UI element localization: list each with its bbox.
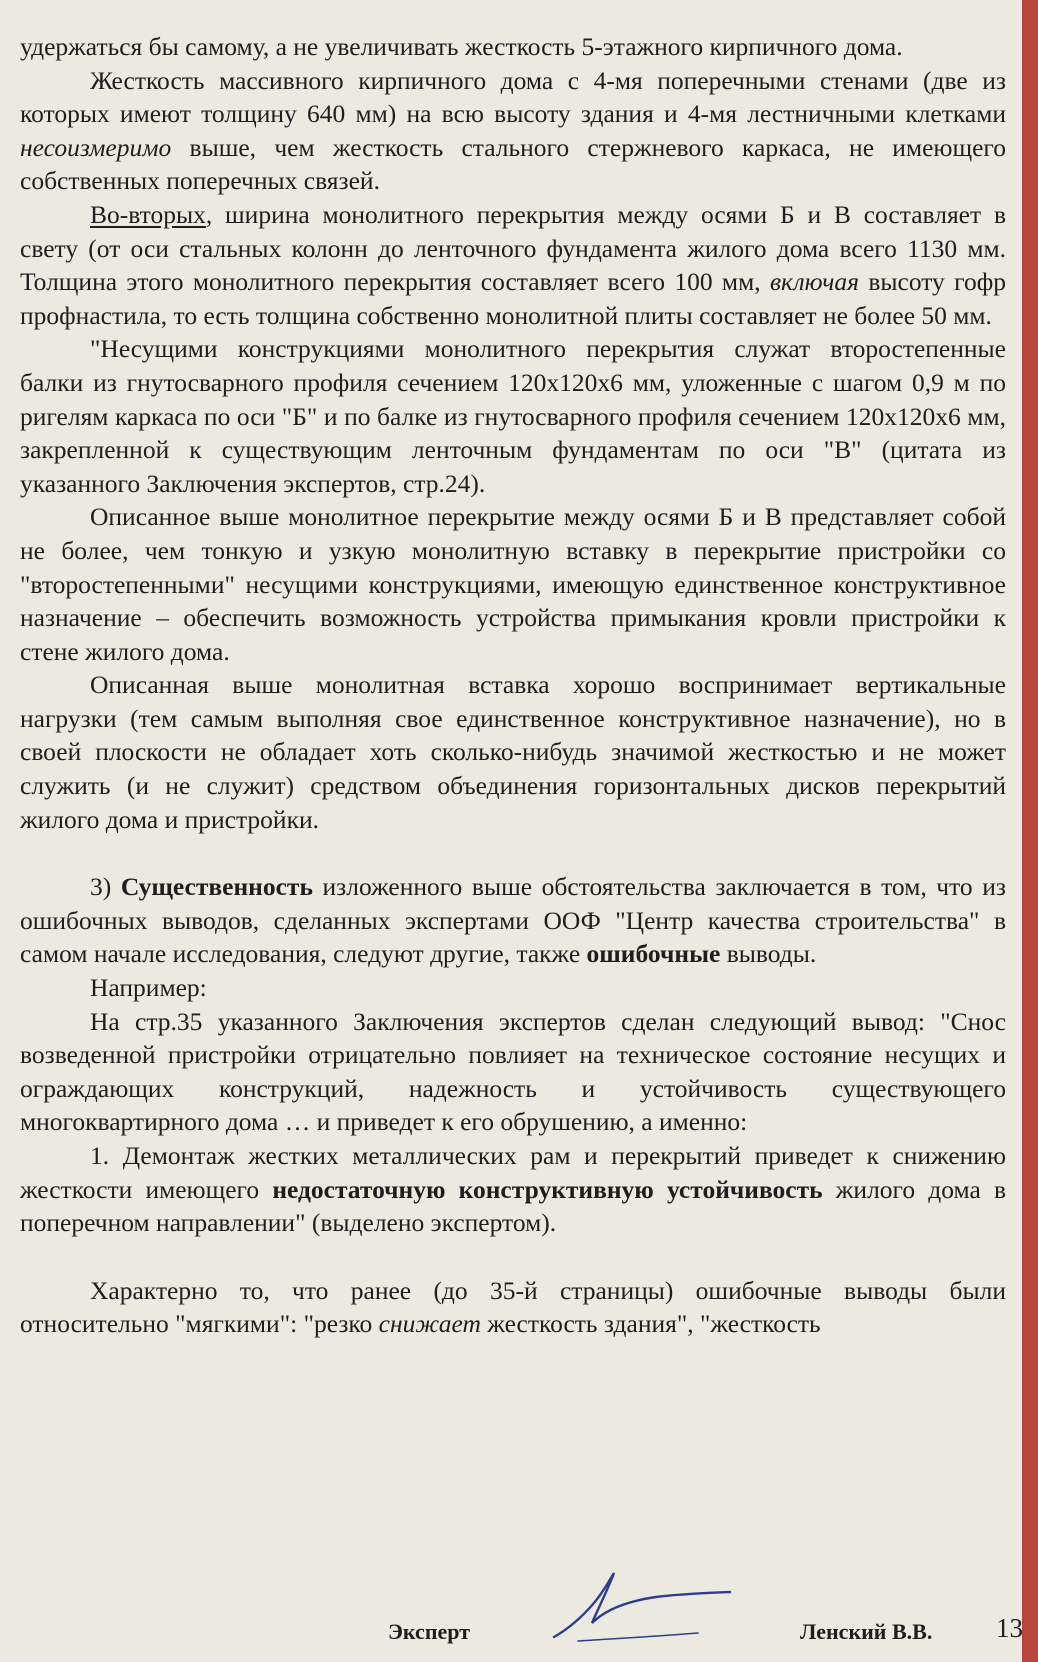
paragraph-9: На стр.35 указанного Заключения экспертов сделан следующий вывод: "Снос возведенной пристройки отрицательно повлияет на техническое состояние несущих и ограждающих конструкций, надежность и устойчивость существующего многоквартирного дома … и приведет к его обрушению, а именно:: [20, 1006, 1006, 1137]
emphasis: снижает: [378, 1309, 481, 1339]
paragraph-1: удержаться бы самому, а не увеличивать жесткость 5-этажного кирпичного дома.: [20, 32, 903, 61]
paragraph-7: 3) Существенность изложенного выше обстоятельства заключается в том, что из ошибочных выводов, сделанных экспертами ООФ "Центр качества строительства" в самом начале исследования, следуют другие, также ошибочные выводы.: [20, 872, 1006, 969]
expert-name: Ленский В.В.: [800, 1619, 933, 1644]
page-number: 13: [996, 1613, 1023, 1643]
expert-label: Эксперт: [388, 1619, 471, 1644]
paragraph-8: Например:: [90, 973, 207, 1003]
bold-term: ошибочные: [586, 939, 721, 969]
signature-icon: [548, 1559, 738, 1649]
paragraph-4-quote: "Несущими конструкциями монолитного перекрытия служат второстепенные балки из гнутосварного профиля сечением 120х120х6 мм, уложенные с шагом 0,9 м по ригелям каркаса по оси "Б" и по балке из гнутосварного профиля сечением 120х120х6 мм, закрепленной к существующим ленточным фундаментам по оси "В" (цитата из указанного Заключения экспертов, стр.24).: [20, 334, 1006, 498]
spacer: [20, 836, 1006, 870]
spacer: [20, 1240, 1006, 1274]
bold-term: Существенность: [120, 872, 313, 902]
bold-term: недостаточную конструктивную устойчивость: [272, 1174, 823, 1204]
paragraph-2: Жесткость массивного кирпичного дома с 4-мя поперечными стенами (две из которых имеют толщину 640 мм) на всю высоту здания и 4-мя лестничными клетками несоизмеримо выше, чем жесткость стального стержневого каркаса, не имеющего собственных поперечных связей.: [20, 65, 1006, 196]
paragraph-5: Описанное выше монолитное перекрытие между осями Б и В представляет собой не более, чем тонкую и узкую монолитную вставку в перекрытие пристройки со "второстепенными" несущими конструкциями, имеющую единственное конструктивное назначение – обеспечить возможность устройства примыкания кровли пристройки к стене жилого дома.: [20, 502, 1006, 666]
paragraph-10: 1. Демонтаж жестких металлических рам и перекрытий приведет к снижению жесткости имеющего недостаточную конструктивную устойчивость жилого дома в поперечном направлении" (выделено экспертом).: [20, 1141, 1007, 1238]
paragraph-11: Характерно то, что ранее (до 35-й страницы) ошибочные выводы были относительно "мягкими": "резко снижает жесткость здания", "жесткость: [20, 1275, 1006, 1339]
emphasis: несоизмеримо: [20, 132, 172, 162]
paragraph-6: Описанная выше монолитная вставка хорошо воспринимает вертикальные нагрузки (тем самым выполняя свое единственное конструктивное назначение), но в своей плоскости не обладает хоть сколько-нибудь значимой жесткостью и не может служить (и не служит) средством объединения горизонтальных дисков перекрытий жилого дома и пристройки.: [20, 670, 1006, 834]
paragraph-3: Во-вторых, ширина монолитного перекрытия между осями Б и В составляет в свету (от оси стальных колонн до ленточного фундамента жилого дома всего 1130 мм. Толщина этого монолитного перекрытия составляет всего 100 мм, включая высоту гофр профнастила, то есть толщина собственно монолитной плиты составляет не более 50 мм.: [20, 199, 1006, 330]
page-footer: [0, 1605, 1022, 1655]
emphasis: включая: [769, 267, 859, 297]
body-text: [20, 30, 1006, 1341]
underlined-term: Во-вторых: [90, 199, 206, 229]
